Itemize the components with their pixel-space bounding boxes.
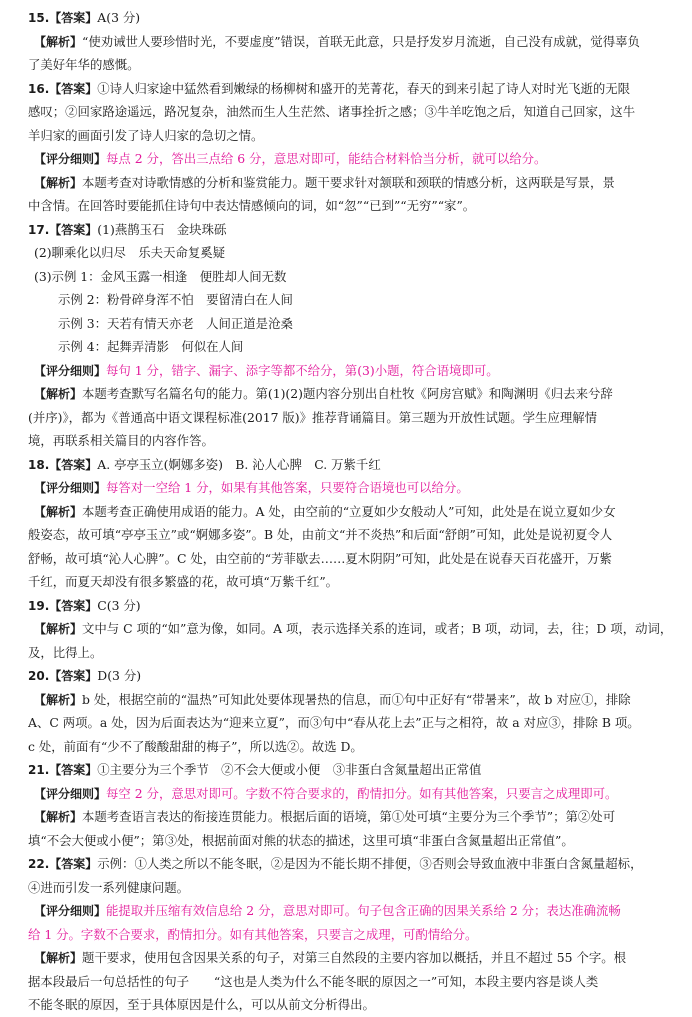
q19-analysis: [28, 617, 678, 641]
q16-answer-cont: 感叹；②回家路途遥远，路况复杂，油然而生人生茫然、诸事拴折之感；③牛羊吃饱之后，知道自己回家，这牛: [28, 104, 636, 119]
q16-answer: [28, 77, 678, 101]
answer-tag: 【答案】: [49, 857, 98, 871]
question-number: 18.: [28, 457, 50, 472]
q18-analysis-cont: 般姿态，故可填“亭亭玉立”或“婀娜多姿”。B 处，由前文“并不炎热”和后面“舒朗”可知，此处是说初夏令人: [28, 527, 613, 542]
q17-analysis-cont: (并序)》，都为《普通高中语文课程标准(2017 版)》推荐背诵篇目。第三题为开放性试题。学生应理解情: [28, 409, 598, 425]
analysis-tag: 【解析】: [34, 810, 83, 824]
scoring-tag: 【评分细则】: [34, 786, 107, 801]
q22-answer: [28, 852, 678, 876]
answer-text: C(3 分): [97, 597, 141, 613]
q22-answer-cont: ④进而引发一系列健康问题。: [28, 879, 190, 895]
analysis-text: 文中与 C 项的“如”意为像，如同。A 项，表示选择关系的连词，或者；B 项，动词，去，往；D 项，动词，: [82, 621, 673, 636]
answer-text: (1)燕鹊玉石 金块珠砾: [97, 221, 227, 237]
analysis-tag: 【解析】: [34, 175, 83, 190]
scoring-tag: 【评分细则】: [34, 904, 107, 918]
answer-tag: 【答案】: [49, 457, 98, 472]
analysis-tag: 【解析】: [34, 622, 83, 636]
q17-scoring: [28, 359, 678, 383]
scoring-tag: 【评分细则】: [34, 152, 107, 166]
analysis-text: “使劝诫世人要珍惜时光，不要虚度”错误，首联无此意，只是抒发岁月流逝，自己没有成就，觉得辜负: [82, 33, 640, 49]
q20-answer: [28, 664, 678, 688]
q16-answer-cont: 羊归家的画面引发了诗人归家的急切之情。: [28, 127, 264, 143]
scoring-tag: 【评分细则】: [34, 481, 107, 495]
question-number: 20.: [28, 669, 50, 683]
q17-answer-line: 示例 2：粉骨碎身浑不怕 要留清白在人间: [58, 292, 293, 307]
q22-scoring-cont: 给 1 分。字数不合要求，酌情扣分。如有其他答案，只要言之成理，可酌情给分。: [28, 926, 478, 942]
answer-text: D(3 分): [97, 668, 142, 683]
q21-analysis: [28, 805, 678, 829]
scoring-text: 每答对一空给 1 分，如果有其他答案，只要符合语境也可以给分。: [106, 480, 469, 495]
q18-analysis-cont: 千红，而夏天却没有很多繁盛的花，故可填“万紫千红”。: [28, 574, 339, 589]
analysis-text: 本题考查对诗歌情感的分析和鉴赏能力。题干要求针对颔联和颈联的情感分析，这两联是写景，景: [82, 174, 615, 190]
q20-analysis: [28, 688, 678, 712]
q22-analysis-cont: 据本段最后一句总括性的句子 “这也是人类为什么不能冬眠的原因之一”可知，本段主要内容是谈人类: [28, 973, 599, 989]
answer-tag: 【答案】: [49, 81, 98, 96]
q17-answer-line: (2)聊乘化以归尽 乐夫天命复奚疑: [34, 245, 226, 260]
q17-answer: [28, 218, 678, 242]
analysis-text: 本题考查语言表达的衔接连贯能力。根据后面的语境，第①处可填“主要分为三个季节”；第②处可: [82, 809, 616, 824]
analysis-tag: 【解析】: [34, 951, 83, 965]
q22-scoring: [28, 899, 678, 923]
q19-answer: [28, 594, 678, 618]
question-number: 19.: [28, 598, 50, 613]
q22-analysis: [28, 946, 678, 970]
analysis-tag: 【解析】: [34, 504, 83, 519]
q21-analysis-cont: 填“不会大便或小便”；第③处，根据前面对熊的状态的描述，这里可填“非蛋白含氮量超出正常值”。: [28, 832, 574, 848]
answer-key-page: [28, 6, 678, 1017]
answer-text: ①诗人归家途中猛然看到嫩绿的杨柳树和盛开的芜菁花，春天的到来引起了诗人对时光飞逝的无限: [97, 80, 631, 96]
analysis-text: 本题考查正确使用成语的能力。A 处，由空前的“立夏如少女般动人”可知，此处是在说立夏如少女: [82, 503, 616, 519]
q16-scoring: [28, 147, 678, 171]
question-number: 21.: [28, 763, 50, 777]
q17-answer-line: (3)示例 1：金风玉露一相逢 便胜却人间无数: [34, 268, 287, 284]
analysis-tag: 【解析】: [34, 692, 83, 707]
answer-tag: 【答案】: [49, 763, 98, 777]
answer-text: A. 亭亭玉立(婀娜多姿) B. 沁人心脾 C. 万紫千红: [97, 456, 381, 472]
q18-analysis-cont: 舒畅，故可填“沁人心脾”。C 处，由空前的“芳菲歇去……夏木阴阴”可知，此处是在说春天百花盛开，万紫: [28, 550, 612, 566]
q16-analysis-cont: 中含情。在回答时要能抓住诗句中表达情感倾向的词，如“忽”“已到”“无穷”“家”。: [28, 198, 476, 213]
q15-answer: [28, 6, 678, 30]
q15-analysis-cont: 了美好年华的感慨。: [28, 57, 140, 72]
q19-analysis-cont: 及，比得上。: [28, 644, 103, 660]
answer-text: A(3 分): [97, 10, 141, 25]
q18-scoring: [28, 476, 678, 500]
answer-text: ①主要分为三个季节 ②不会大便或小便 ③非蛋白含氮量超出正常值: [97, 762, 482, 777]
analysis-tag: 【解析】: [34, 387, 83, 401]
q18-analysis: [28, 500, 678, 524]
answer-tag: 【答案】: [49, 598, 98, 613]
q17-answer-line: 示例 3：天若有情天亦老 人间正道是沧桑: [58, 315, 293, 331]
analysis-text: 题干要求，使用包含因果关系的句子，对第三自然段的主要内容加以概括，并且不超过 55 个字。根: [82, 950, 627, 965]
scoring-text: 每句 1 分，错字、漏字、添字等都不给分，第(3)小题，符合语境即可。: [106, 362, 499, 378]
q18-answer: [28, 453, 678, 477]
q21-answer: [28, 758, 678, 782]
q15-analysis: [28, 30, 678, 54]
q17-analysis-cont: 境，再联系相关篇目的内容作答。: [28, 433, 214, 448]
scoring-tag: 【评分细则】: [34, 363, 107, 378]
question-number: 17.: [28, 222, 50, 237]
answer-tag: 【答案】: [49, 11, 98, 25]
q17-answer-line: 示例 4：起舞弄清影 何似在人间: [58, 339, 244, 354]
scoring-text: 每空 2 分，意思对即可。字数不符合要求的，酌情扣分。如有其他答案，只要言之成理即可。: [106, 785, 618, 801]
q20-analysis-cont: A、C 两项。a 处，因为后面表达为“迎来立夏”，而③句中“春从花上去”正与之相符，故 a 对应③，排除 B 项。: [28, 715, 640, 730]
q21-scoring: [28, 782, 678, 806]
q20-analysis-cont: c 处，前面有“少不了酸酸甜甜的梅子”，所以选②。故选 D。: [28, 738, 363, 754]
analysis-tag: 【解析】: [34, 34, 83, 49]
q16-analysis: [28, 171, 678, 195]
question-number: 16.: [28, 81, 50, 96]
analysis-text: b 处，根据空前的“温热”可知此处要体现暑热的信息，而①句中正好有“带暑来”，故 b 对应①，排除: [82, 691, 631, 707]
question-number: 15.: [28, 11, 50, 25]
answer-tag: 【答案】: [49, 669, 98, 683]
answer-tag: 【答案】: [49, 222, 98, 237]
question-number: 22.: [28, 857, 50, 871]
analysis-text: 本题考查默写名篇名句的能力。第(1)(2)题内容分别出自杜牧《阿房宫赋》和陶渊明《归去来兮辞: [82, 386, 613, 401]
q22-analysis-cont: 不能冬眠的原因，至于具体原因是什么，可以从前文分析得出。: [28, 997, 375, 1012]
q17-analysis: [28, 382, 678, 406]
scoring-text: 每点 2 分，答出三点给 6 分，意思对即可，能结合材料恰当分析，就可以给分。: [106, 151, 547, 166]
answer-text: 示例：①人类之所以不能冬眠，②是因为不能长期不排便，③否则会导致血液中非蛋白含氮量超标，: [97, 856, 643, 871]
scoring-text: 能提取并压缩有效信息给 2 分，意思对即可。句子包含正确的因果关系给 2 分；表达准确流畅: [106, 903, 621, 918]
